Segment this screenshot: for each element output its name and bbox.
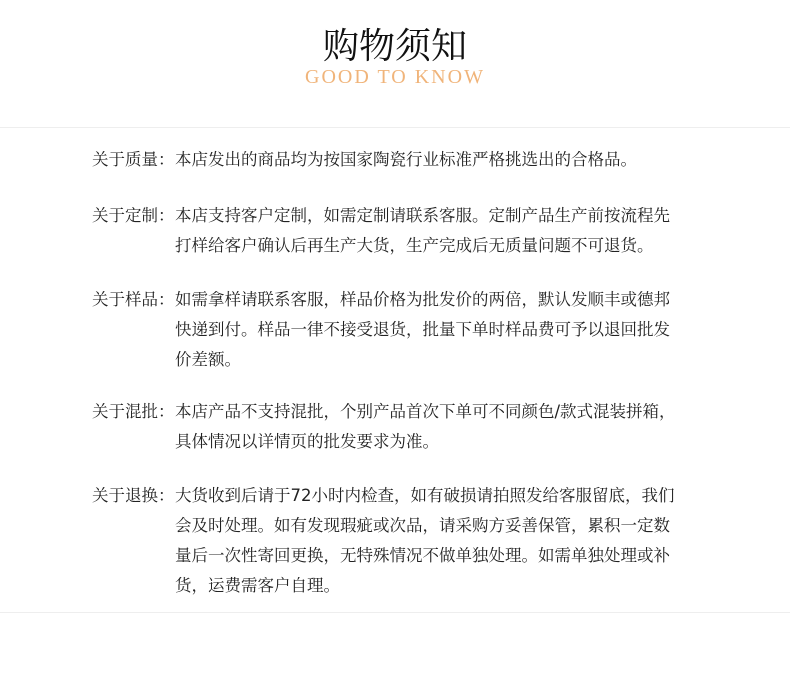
section-body <box>175 481 675 601</box>
notice-section <box>92 397 676 457</box>
section-text-line: 本店支持客户定制，如需定制请联系客服。定制产品生产前按流程先 <box>175 206 670 225</box>
section-text-line: 打样给客户确认后再生产大货，生产完成后无质量问题不可退货。 <box>175 236 654 255</box>
section-text-line: 本店发出的商品均为按国家陶瓷行业标准严格挑选出的合格品。 <box>175 150 637 169</box>
notice-section <box>92 481 675 601</box>
notice-section <box>92 201 670 261</box>
section-body <box>175 145 637 175</box>
section-label: 关于混批： <box>92 402 175 421</box>
section-label: 关于定制： <box>92 206 175 225</box>
section-label: 关于样品： <box>92 290 175 309</box>
notice-section <box>92 145 637 175</box>
page-title: 购物须知 <box>322 26 467 67</box>
divider <box>0 127 790 128</box>
page-subtitle: GOOD TO KNOW <box>305 66 485 88</box>
section-text-line: 快递到付。样品一律不接受退货，批量下单时样品费可予以退回批发 <box>175 320 670 339</box>
section-text-line: 会及时处理。如有发现瑕疵或次品，请采购方妥善保管，累积一定数 <box>175 516 670 535</box>
section-body <box>175 201 670 261</box>
section-text-line: 如需拿样请联系客服，样品价格为批发价的两倍，默认发顺丰或德邦 <box>175 290 670 309</box>
notice-section <box>92 285 670 375</box>
section-label: 关于质量： <box>92 150 175 169</box>
section-body <box>175 397 676 457</box>
section-text-line: 货，运费需客户自理。 <box>175 576 340 595</box>
section-text-line: 价差额。 <box>175 350 241 369</box>
section-text-line: 本店产品不支持混批，个别产品首次下单可不同颜色/款式混装拼箱， <box>175 402 676 421</box>
divider <box>0 612 790 613</box>
section-text-line: 具体情况以详情页的批发要求为准。 <box>175 432 439 451</box>
section-text-line: 量后一次性寄回更换，无特殊情况不做单独处理。如需单独处理或补 <box>175 546 670 565</box>
section-text-line: 大货收到后请于72小时内检查，如有破损请拍照发给客服留底，我们 <box>175 486 675 505</box>
section-label: 关于退换： <box>92 486 175 505</box>
section-body <box>175 285 670 375</box>
